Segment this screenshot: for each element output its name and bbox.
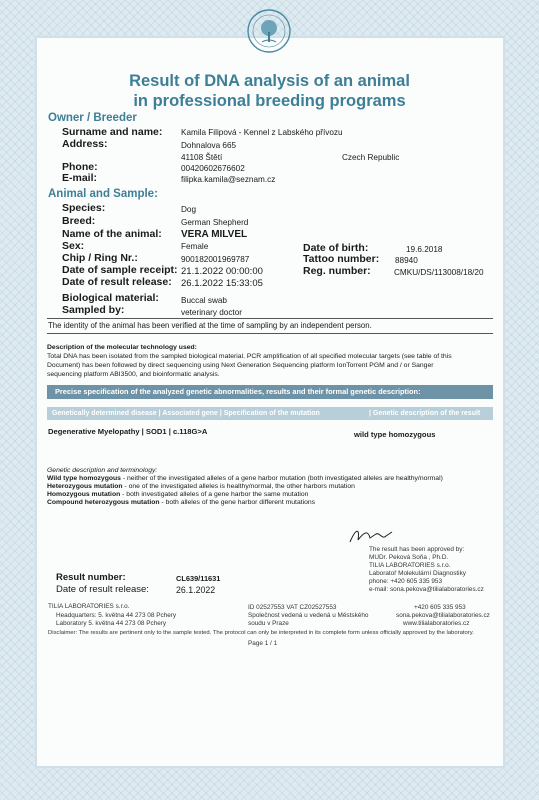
footer-registration2: soudu v Praze [248,620,289,627]
receipt-label: Date of sample receipt: [62,264,178,276]
terminology-item: Heterozygous mutation - one of the investigated alleles is healthy/normal, the other harbors mutation [47,483,355,490]
method-heading: Description of the molecular technology used: [47,344,197,351]
table-row-test: Degenerative Myelopathy | SOD1 | c.118G>A [48,427,208,436]
surname-value: Kamila Filipová - Kennel z Labského přívozu [181,128,343,137]
material-label: Biological material: [62,292,159,304]
address-label: Address: [62,138,108,150]
address-line1: Dohnalova 665 [181,141,237,150]
footer-laboratory: Laboratory 5. května 44 273 08 Pchery [56,620,167,627]
divider-line [47,333,493,334]
result-number-label: Result number: [56,572,126,583]
signature-icon [346,524,396,548]
tilia-logo-icon [246,8,292,54]
receipt-value: 21.1.2022 00:00:00 [181,266,263,277]
reg-label: Reg. number: [303,265,371,277]
terminology-item: Wild type homozygous - neither of the investigated alleles of a gene harbor mutation (both investigated alleles are healthy/normal) [47,475,443,482]
owner-heading: Owner / Breeder [48,112,137,124]
precise-specification-bar: Precise specification of the analyzed genetic abnormalities, results and their formal genetic description: [47,385,493,399]
result-date-value: 26.1.2022 [176,585,216,595]
chip-label: Chip / Ring Nr.: [62,252,138,264]
approval-line4: Laboratoř Molekulární Diagnostiky [369,570,466,577]
release-value: 26.1.2022 15:33:05 [181,278,263,289]
animal-heading: Animal and Sample: [48,188,158,200]
sampled-label: Sampled by: [62,304,125,316]
document-title-line2: in professional breeding programs [133,92,406,110]
sex-label: Sex: [62,240,85,252]
page-number: Page 1 / 1 [248,640,278,647]
approval-phone: phone: +420 605 335 953 [369,578,443,585]
footer-website[interactable]: www.tilialaboratories.cz [403,620,470,627]
footer-company: TILIA LABORATORIES s.r.o. [48,603,130,610]
footer-registration1: Společnost vedená u vedená u Městského [248,612,369,619]
method-line3: sequencing platform ABI3500, and bioinformatic analysis. [47,371,220,378]
table-header-col2: | Genetic description of the result [369,410,481,417]
tattoo-value: 88940 [395,256,418,265]
table-header-col1: Genetically determined disease | Associated gene | Specification of the mutation [52,410,320,417]
country-value: Czech Republic [342,153,400,162]
method-line2: Document) has been followed by direct sequencing using Next Generation Sequencing platform IonTorrent PGM and / or Sanger [47,362,434,369]
terminology-item: Compound heterozygous mutation - both alleles of the gene harbor different mutations [47,499,316,506]
email-value: filipka.kamila@seznam.cz [181,175,276,184]
email-label: E-mail: [62,172,98,184]
result-date-label: Date of result release: [56,584,149,595]
terminology-heading: Genetic description and terminology: [47,467,158,474]
divider-line [47,318,493,319]
footer-disclaimer: Disclaimer: The results are pertinent only to the sample tested. The protocol can only be interpreted in its complete form unless officially approved by the laboratory. [48,630,474,636]
identity-note: The identity of the animal has been verified at the time of sampling by an independent person. [48,321,372,330]
sampled-value: veterinary doctor [181,308,242,317]
terminology-item: Homozygous mutation - both investigated alleles of a gene harbor the same mutation [47,491,309,498]
approval-line3: TILIA LABORATORIES s.r.o. [369,562,451,569]
footer-headquarters: Headquarters: 5. května 44 273 08 Pchery [56,612,177,619]
method-line1: Total DNA has been isolated from the sampled biological material. PCR amplification of all specified molecular targets (see table of this [47,353,452,360]
material-value: Buccal swab [181,296,227,305]
address-line2: 41108 Štětí [181,153,223,162]
approval-line2: MUDr. Peková Soňa , Ph.D. [369,554,449,561]
footer-phone: +420 605 335 953 [414,604,466,611]
result-number-value: CL639/11631 [176,574,221,583]
phone-value: 00420602676602 [181,164,245,173]
surname-label: Surname and name: [62,126,163,138]
footer-email[interactable]: sona.pekova@tilialaboratories.cz [396,612,490,619]
approval-line1: The result has been approved by: [369,546,465,553]
tattoo-label: Tattoo number: [303,253,380,265]
dob-value: 19.6.2018 [406,245,443,254]
chip-value: 900182001969787 [181,255,250,264]
approval-email: e-mail: sona.pekova@tilialaboratories.cz [369,586,484,593]
footer-id: ID 02527553 VAT CZ02527553 [248,604,337,611]
animal-name-value: VERA MILVEL [181,229,248,240]
species-label: Species: [62,202,106,214]
table-row-result: wild type homozygous [354,430,436,439]
phone-label: Phone: [62,161,98,173]
release-label: Date of result release: [62,276,172,288]
breed-label: Breed: [62,215,96,227]
sex-value: Female [181,242,209,251]
results-table-header [47,407,493,420]
animal-name-label: Name of the animal: [62,228,162,240]
dob-label: Date of birth: [303,242,369,254]
breed-value: German Shepherd [181,218,249,227]
document-title-line1: Result of DNA analysis of an animal [129,72,410,90]
species-value: Dog [181,205,197,214]
reg-value: CMKU/DS/113008/18/20 [394,268,484,277]
